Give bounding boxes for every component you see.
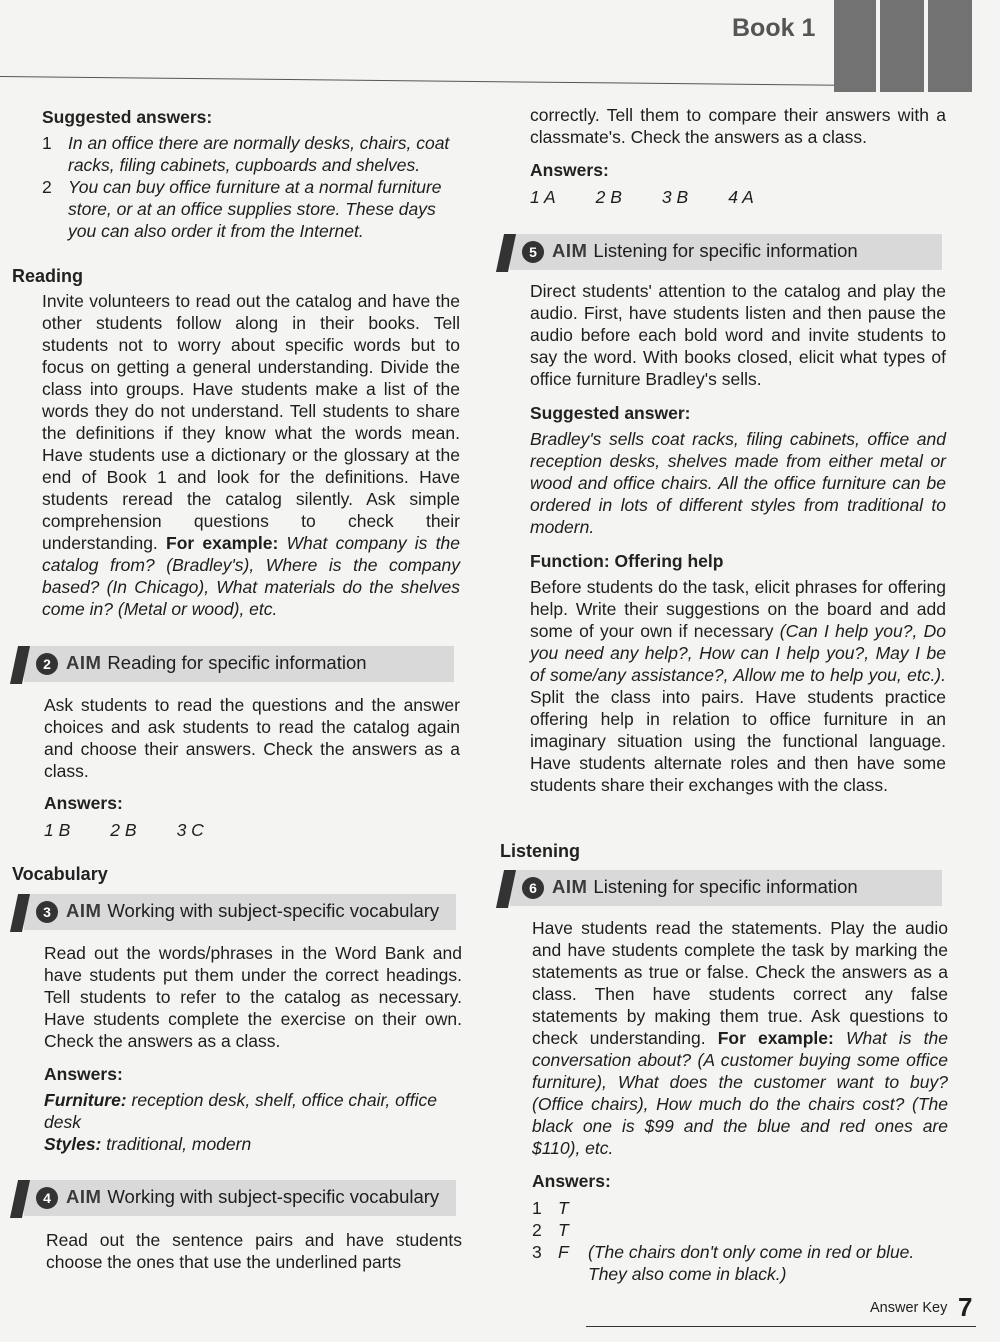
aim2-paragraph: Ask students to read the questions and the answer choices and ask students to read the catalog again and choose their answers. Check the answers as a class.: [44, 695, 460, 781]
listening-heading: Listening: [500, 841, 580, 861]
list-item: 1 T: [532, 1198, 569, 1218]
header-tab: [834, 0, 876, 92]
aim-banner-3: 3 AIM Working with subject-specific vocabulary: [10, 894, 456, 930]
header-tab: [928, 0, 972, 92]
aim-number-badge: 5: [522, 241, 544, 263]
aim-number-badge: 3: [36, 901, 58, 923]
book-label: Book 1: [732, 14, 816, 42]
aim-number-badge: 6: [522, 877, 544, 899]
header-tab: [880, 0, 924, 92]
aim6-answers: [532, 1197, 950, 1285]
list-item: 1 In an office there are normally desks, chairs, coat racks, filing cabinets, cupboards and shelves.: [42, 133, 450, 175]
aim-banner-2: 2 AIM Reading for specific information: [10, 646, 454, 682]
aim-number-badge: 2: [36, 653, 58, 675]
header-rule: [0, 30, 840, 86]
aim6-paragraph: Have students read the statements. Play the audio and have students complete the task by marking the statements as true or false. Check the answers as a class. Then have students correct any false statements by making them true. Ask questions to check understanding. For example: What is the conversation about? (A customer buying some office furniture), What does the customer want to buy? (Office chairs), How much do the chairs cost? (The black one is $99 and the blue and red ones are $110), etc.: [532, 918, 948, 1158]
footer-label: Answer Key: [870, 1300, 948, 1316]
function-heading: Function: Offering help: [530, 551, 724, 571]
aim5-paragraph: Direct students' attention to the catalog and play the audio. First, have students listen and then pause the audio before each bold word and invite students to say the word. With books closed, elicit what types of office furniture Bradley's sells.: [530, 281, 946, 389]
page-number: 7: [958, 1292, 973, 1322]
vocabulary-heading: Vocabulary: [12, 864, 108, 884]
reading-heading: Reading: [12, 266, 84, 286]
answers-label: Answers:: [530, 160, 609, 180]
suggested-answers-heading: Suggested answers:: [42, 107, 213, 127]
list-item: 3 F (The chairs don't only come in red or blue. They also come in black.): [532, 1242, 915, 1284]
answers-label: Answers:: [44, 793, 123, 813]
function-paragraph: Before students do the task, elicit phrases for offering help. Write their suggestions on the board and add some of your own if necessary (Can I help you?, Do you need any help?, How can I help you?, May I be of some/any assistance?, Allow me to help you, etc.). Split the class into pairs. Have students practice offering help in relation to office furniture in an imaginary situation using the functional language. Have students alternate roles and then have some students share their exchanges with the class.: [530, 577, 946, 795]
aim-number-badge: 4: [36, 1187, 58, 1209]
list-item: 2 T: [532, 1220, 569, 1240]
aim5-suggested-answer: Bradley's sells coat racks, filing cabinets, office and reception desks, shelves made from either metal or wood and office chairs. All the office furniture can be ordered in lots of different styles from traditional to modern.: [530, 429, 946, 537]
suggested-answer-heading: Suggested answer:: [530, 403, 691, 423]
aim-banner-6: 6 AIM Listening for specific information: [496, 870, 942, 906]
aim3-answers: Furniture: reception desk, shelf, office chair, office desk Styles: traditional, modern: [44, 1090, 437, 1154]
aim4-paragraph: Read out the sentence pairs and have students choose the ones that use the underlined parts: [46, 1230, 462, 1272]
aim-banner-5: 5 AIM Listening for specific information: [496, 234, 942, 270]
aim2-answers: 1 B 2 B 3 C: [44, 820, 204, 840]
list-item: 2 You can buy office furniture at a normal furniture store, or at an office supplies store. These days you can also order it from the Internet.: [42, 177, 442, 241]
suggested-answers-list: [42, 132, 460, 242]
aim-banner-4: 4 AIM Working with subject-specific vocabulary: [10, 1180, 456, 1216]
footer-rule: [586, 1326, 976, 1327]
answers-label: Answers:: [44, 1064, 123, 1084]
aim4-answers: 1 A 2 B 3 B 4 A: [530, 187, 754, 207]
continued-paragraph: correctly. Tell them to compare their answers with a classmate's. Check the answers as a class.: [530, 105, 946, 147]
aim3-paragraph: Read out the words/phrases in the Word Bank and have students put them under the correct headings. Tell students to refer to the catalog as necessary. Have students complete the exercise on their own. Check the answers as a class.: [44, 943, 462, 1051]
answers-label: Answers:: [532, 1171, 611, 1191]
reading-paragraph: Invite volunteers to read out the catalog and have the other students follow along in their books. Tell students not to worry about specific words but to focus on getting a general understanding. Divide the class into groups. Have students make a list of the words they do not understand. Tell students to share the definitions if they know what the words mean. Have students use a dictionary or the glossary at the end of Book 1 and look for the definitions. Have students reread the catalog silently. Ask simple comprehension questions to check their understanding. For example: What company is the catalog from? (Bradley's), Where is the company based? (In Chicago), What materials do the shelves come in? (Metal or wood), etc.: [42, 291, 460, 619]
